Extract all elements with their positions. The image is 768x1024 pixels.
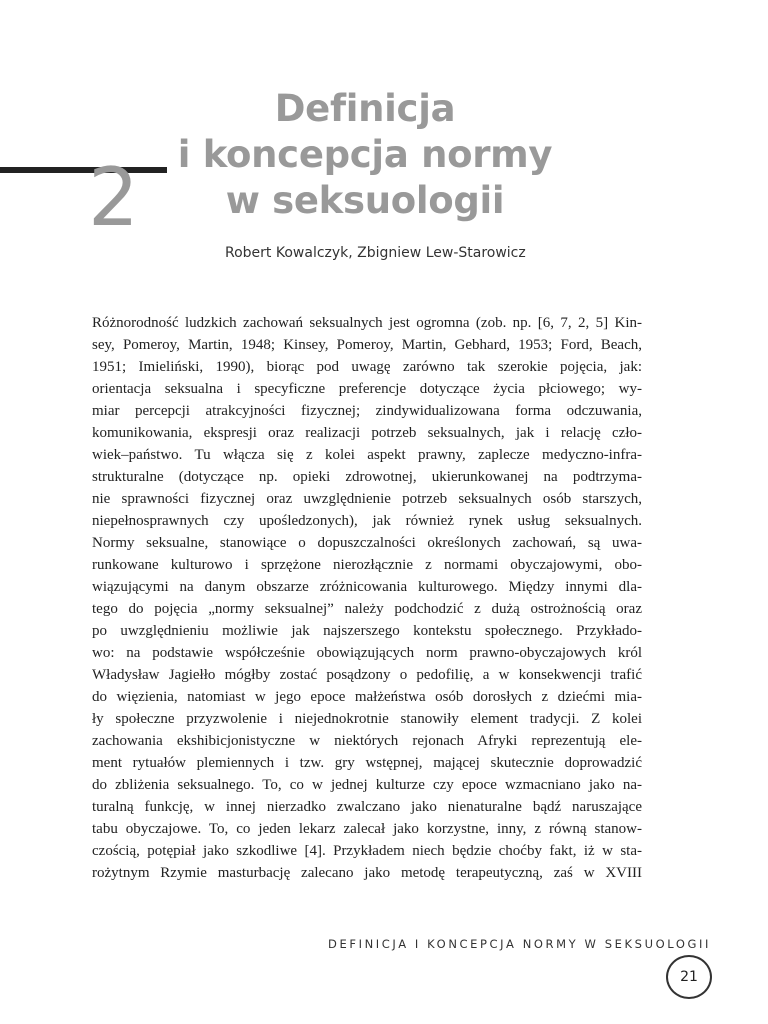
body-line: Normy seksualne, stanowiące o dopuszczalności określonych zachowań, są uwa- [92, 535, 642, 551]
body-line: do zbliżenia seksualnego. To, co w jednej kulturze czy epoce wzmacniano jako na- [92, 777, 642, 793]
chapter-authors: Robert Kowalczyk, Zbigniew Lew-Starowicz [225, 245, 526, 261]
body-line: wiek–państwo. Tu włącza się z kolei aspekt prawny, zaplecze medyczno-infra- [92, 447, 642, 463]
body-line: komunikowania, ekspresji oraz realizacji potrzeb seksualnych, jak i relację czło- [92, 425, 642, 441]
body-line: ment rytuałów plemiennych i tzw. gry wstępnej, mającej skutecznie doprowadzić [92, 755, 642, 771]
body-line: tabu obyczajowe. To, co jeden lekarz zalecał jako korzystne, inny, z równą stanow- [92, 821, 642, 837]
body-line: runkowane kulturowo i sprzężone nierozłącznie z normami obyczajowymi, obo- [92, 557, 642, 573]
body-line: orientacja seksualna i specyficzne preferencje dotyczące życia płciowego; wy- [92, 381, 642, 397]
body-line: ły społeczne przyzwolenie i niejednokrotnie stanowiły element tradycji. Z kolei [92, 711, 642, 727]
body-line: Różnorodność ludzkich zachowań seksualnych jest ogromna (zob. np. [6, 7, 2, 5] Kin- [92, 315, 642, 331]
body-line: nie sprawności fizycznej oraz uwzględnienie potrzeb seksualnych osób starszych, [92, 491, 642, 507]
body-line: Władysław Jagiełło mógłby zostać posądzony o pedofilię, a w konsekwencji trafić [92, 667, 642, 683]
body-line: zachowania ekshibicjonistyczne w niektórych rejonach Afryki reprezentują ele- [92, 733, 642, 749]
body-line: miar percepcji atrakcyjności fizycznej; zindywidualizowana forma odczuwania, [92, 403, 642, 419]
chapter-title-line: Definicja [274, 87, 456, 130]
chapter-rule [0, 167, 167, 173]
body-line: turalną funkcję, w innej nierzadko zwalczano jako nienaturalne bądź naruszające [92, 799, 642, 815]
body-line: czością, potępiał jako szkodliwe [4]. Przykładem niech będzie choćby fakt, iż w sta- [92, 843, 642, 859]
running-head: DEFINICJA I KONCEPCJA NORMY W SEKSUOLOGII [328, 937, 711, 951]
body-line: rożytnym Rzymie masturbację zalecano jako metodę terapeutyczną, zaś w XVIII [92, 865, 642, 881]
body-line: niepełnosprawnych czy upośledzonych), jak również rynek usług seksualnych. [92, 513, 642, 529]
chapter-title [150, 86, 580, 224]
body-line: strukturalne (dotyczące np. opieki zdrowotnej, ukierunkowanej na podtrzyma- [92, 469, 642, 485]
chapter-number: 2 [88, 151, 137, 244]
page-number [666, 955, 712, 999]
body-text [92, 312, 642, 884]
body-line: sey, Pomeroy, Martin, 1948; Kinsey, Pomeroy, Martin, Gebhard, 1953; Ford, Beach, [92, 337, 642, 353]
page-number-label: 21 [680, 969, 698, 985]
body-line: wo: na podstawie współcześnie obowiązujących norm prawno-obyczajowych król [92, 645, 642, 661]
body-line: do więzienia, natomiast w jego epoce małżeństwa osób dorosłych z dziećmi mia- [92, 689, 642, 705]
chapter-title-line: w seksuologii [225, 179, 505, 222]
body-line: po uwzględnieniu możliwie jak najszerszego kontekstu społecznego. Przykłado- [92, 623, 642, 639]
chapter-title-line: i koncepcja normy [177, 133, 553, 176]
body-line: wiązującymi na danym obszarze zróżnicowania kulturowego. Między innymi dla- [92, 579, 642, 595]
body-line: 1951; Imieliński, 1990), biorąc pod uwagę zarówno tak szerokie pojęcia, jak: [92, 359, 642, 375]
body-line: tego do pojęcia „normy seksualnej” należy podchodzić z dużą ostrożnością oraz [92, 601, 642, 617]
